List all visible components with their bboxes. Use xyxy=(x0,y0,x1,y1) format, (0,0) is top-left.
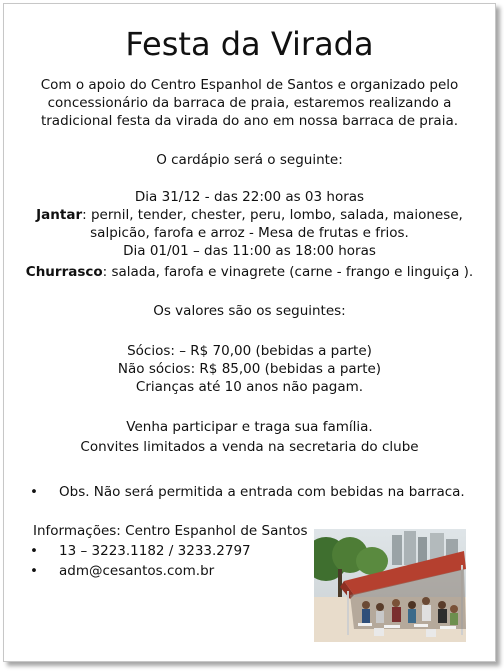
menu-heading: O cardápio será o seguinte: xyxy=(156,152,343,168)
bullet-icon: • xyxy=(30,563,38,579)
bbq-items: : salada, farofa e vinagrete (carne - frango e linguiça ). xyxy=(102,264,474,280)
intro-line-1: Com o apoio do Centro Espanhol de Santos e organizado pelo xyxy=(40,77,459,93)
dinner-items-1: : pernil, tender, chester, peru, lombo, salada, maionese, xyxy=(82,207,463,223)
price-children: Crianças até 10 anos não pagam. xyxy=(135,379,364,395)
dinner-date: Dia 31/12 - das 22:00 as 03 horas xyxy=(134,189,365,205)
price-members: Sócios: – R$ 70,00 (bebidas a parte) xyxy=(127,343,372,359)
bullet-icon: • xyxy=(30,543,38,559)
beach-tent-photo xyxy=(314,529,466,642)
page-title: Festa da Virada xyxy=(125,25,374,63)
invite-line-1: Venha participar e traga sua família. xyxy=(126,419,373,435)
beach-tent-illustration xyxy=(314,529,466,642)
invite-line-2: Convites limitados a venda na secretaria do clube xyxy=(80,439,419,455)
intro-line-3: tradicional festa da virada do ano em nossa barraca de praia. xyxy=(40,113,459,129)
email-text: adm@cesantos.com.br xyxy=(59,563,215,579)
phone-text: 13 – 3223.1182 / 3233.2797 xyxy=(59,543,251,559)
dinner-line-1 xyxy=(4,206,495,224)
info-heading: Informações: Centro Espanhol de Santos xyxy=(33,523,308,539)
dinner-label: Jantar xyxy=(36,207,83,223)
bbq-line xyxy=(4,263,495,281)
price-non-members: Não sócios: R$ 85,00 (bebidas a parte) xyxy=(117,361,382,377)
bbq-label: Churrasco xyxy=(25,264,103,280)
prices-heading: Os valores são os seguintes: xyxy=(153,303,346,319)
dinner-items-2: salpicão, farofa e arroz - Mesa de frutas e frios. xyxy=(90,225,409,241)
intro-line-2: concessionário da barraca de praia, estaremos realizando a xyxy=(47,95,452,111)
bbq-date: Dia 01/01 – das 11:00 as 18:00 horas xyxy=(123,243,376,259)
obs-text: Obs. Não será permitida a entrada com bebidas na barraca. xyxy=(59,484,465,500)
bullet-icon: • xyxy=(30,484,38,500)
slide xyxy=(3,3,496,662)
